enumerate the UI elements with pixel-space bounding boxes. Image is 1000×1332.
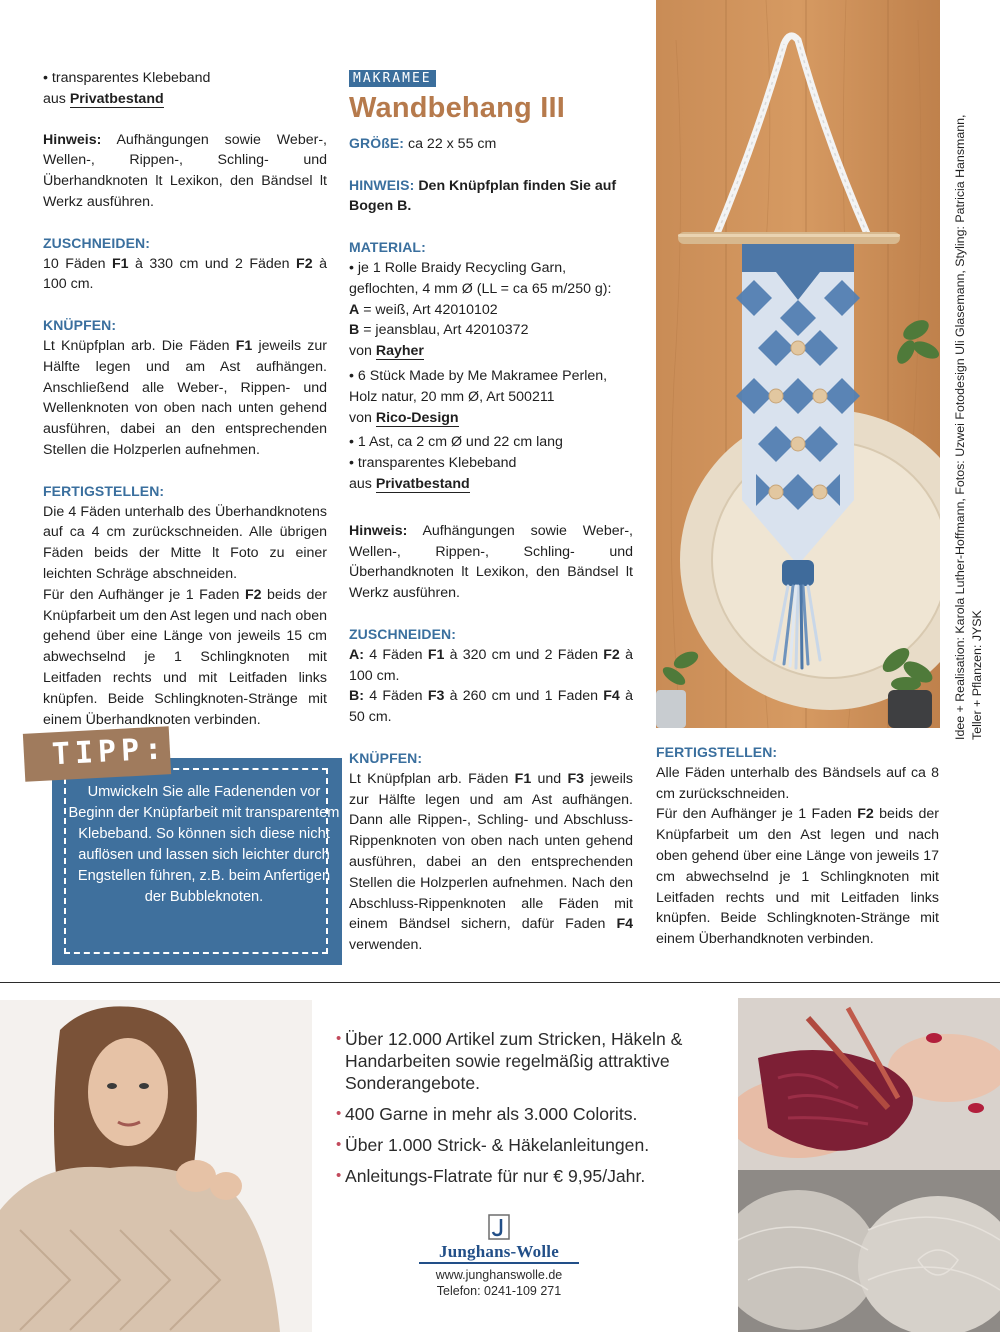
heading-knuepfen: KNÜPFEN:	[43, 317, 117, 334]
macrame-photo	[656, 0, 940, 728]
finish-paragraph-1: Die 4 Fäden unterhalb des Überhandknotens auf ca 4 cm zurückschneiden. Alle übrigen Fäden beids der Mitte lt Foto zu einer leichten Schräge abschneiden.	[43, 503, 327, 582]
knot-paragraph-2: Lt Knüpfplan arb. Fäden F1 und F3 jeweils zur Hälfte legen und am Ast aufhängen. Dann alle Rippen-, Schling- und Abschluss-Rippenknoten von oben nach unten gehend ausführen, dabei an den entsprechenden Stellen die Holzperlen aufnehmen. Nach den Abschluss-Rippenknoten alle Fäden mit einem Bändsel sichern, dafür Faden F4 verwenden.	[349, 770, 633, 954]
tip-label-tab	[23, 726, 171, 782]
material-color-a: A = weiß, Art 42010102	[349, 301, 498, 318]
ad-photo-knitting	[738, 998, 1000, 1170]
tip-text: Umwickeln Sie alle Fadenenden vor Beginn der Knüpfarbeit mit transparentem Klebeband. So können sich diese nicht auflösen und lassen sich leichter durch Engstellen führen, z.B. beim Anfertigen der Bubbleknoten.	[68, 784, 340, 905]
hint-paragraph-2: Hinweis: Aufhängungen sowie Weber-, Wellen-, Rippen-, Schling- und Überhandknoten lt Lexikon, den Bändsel lt Werkz ausführen.	[349, 522, 633, 602]
finish-paragraph-3a: Alle Fäden unterhalb des Bändsels auf ca 8 cm zurückschneiden.	[656, 764, 939, 802]
section-divider	[0, 982, 1000, 983]
material-branch: • 1 Ast, ca 2 cm Ø und 22 cm lang	[349, 434, 563, 451]
heading-zuschneiden-2: ZUSCHNEIDEN:	[349, 625, 456, 642]
material-yarn: • je 1 Rolle Braidy Recycling Garn, geflochten, 4 mm Ø (LL = ca 65 m/250 g):	[349, 259, 612, 297]
credit-line-2: Teller + Pflanzen: JYSK	[970, 610, 984, 740]
ad-bullet-item: • Über 12.000 Artikel zum Stricken, Häkeln & Handarbeiten sowie regelmäßig attraktive Sonderangebote.	[336, 1029, 683, 1093]
material-source-rico: von Rico-Design	[349, 409, 459, 426]
brand-website[interactable]: www.junghanswolle.de	[435, 1268, 563, 1282]
tip-box	[24, 730, 340, 970]
material-tape: • transparentes Klebeband	[349, 455, 517, 472]
column-right	[656, 742, 939, 950]
material-beads: • 6 Stück Made by Me Makramee Perlen, Holz natur, 20 mm Ø, Art 500211	[349, 367, 608, 405]
material-color-b: B = jeansblau, Art 42010372	[349, 322, 529, 339]
knitting-illustration	[738, 998, 1000, 1170]
ad-bullet-list	[336, 1028, 716, 1196]
ad-photo-woman	[0, 1000, 312, 1332]
heading-zuschneiden: ZUSCHNEIDEN:	[43, 234, 150, 251]
material-source-line: aus Privatbestand	[43, 90, 164, 107]
hint-knuepfplan: HINWEIS: Den Knüpfplan finden Sie auf Bogen B.	[349, 176, 617, 215]
brand-logo	[404, 1214, 594, 1324]
material-source-privat: aus Privatbestand	[349, 475, 470, 492]
material-source-rayher: von Rayher	[349, 343, 424, 360]
tip-label: TIPP:	[51, 731, 169, 773]
size-line: GRÖßE: ca 22 x 55 cm	[349, 134, 497, 152]
woman-illustration	[0, 1000, 312, 1332]
credit-line-1: Idee + Realisation: Karola Luther-Hoffmann, Fotos: Uzwei Fotodesign Uli Glasemann, Styling: Patricia Hansmann,	[953, 114, 967, 740]
source-privatbestand: Privatbestand	[69, 90, 164, 107]
material-bullet-tape: • transparentes Klebeband	[43, 70, 211, 86]
brand-mark-icon	[488, 1214, 510, 1240]
ad-bullet-item: • Anleitungs-Flatrate für nur € 9,95/Jahr.	[336, 1166, 646, 1186]
knot-paragraph: Lt Knüpfplan arb. Die Fäden F1 jeweils zur Hälfte legen und am Ast aufhängen. Anschließend alle Weber-, Rippen- und Wellenknoten von oben nach unten gehend ausführen, dabei an den entsprechenden Stellen die Holzperlen aufnehmen.	[43, 337, 327, 458]
ad-bullet-item: • Über 1.000 Strick- & Häkelanleitungen.	[336, 1135, 650, 1155]
finish-paragraph-2: Für den Aufhänger je 1 Faden F2 beids der Knüpfarbeit um den Ast legen und nach oben gehend über eine Länge von jeweils 15 cm abwechselnd je 1 Schlingknoten mit Leitfaden rechts und mit Leitfaden links knüpfen. Beide Schlingknoten-Stränge mit einem Überhandknoten verbinden.	[43, 586, 327, 728]
hint-paragraph: Hinweis: Aufhängungen sowie Weber-, Wellen-, Rippen-, Schling- und Überhandknoten lt Lexikon, den Bändsel lt Werkz ausführen.	[43, 131, 327, 210]
heading-fertigstellen-3: FERTIGSTELLEN:	[656, 744, 778, 760]
wool-illustration	[738, 1170, 1000, 1332]
cut-b: B: 4 Fäden F3 à 260 cm und 1 Faden F4 à 50 cm.	[349, 688, 633, 726]
photo-credit	[944, 0, 1000, 745]
finish-paragraph-3b: Für den Aufhänger je 1 Faden F2 beids der Knüpfarbeit um den Ast legen und nach oben gehend über eine Länge von jeweils 17 cm abwechselnd je 1 Schlingknoten mit Leitfaden rechts und mit Leitfaden links knüpfen. Beide Schlingknoten-Stränge mit einem Überhandknoten verbinden.	[656, 806, 939, 948]
ad-bullet-item: • 400 Garne in mehr als 3.000 Colorits.	[336, 1104, 638, 1124]
heading-material: MATERIAL:	[349, 239, 426, 256]
cut-paragraph: 10 Fäden F1 à 330 cm und 2 Fäden F2 à 100 cm.	[43, 255, 327, 293]
brand-phone: Telefon: 0241-109 271	[436, 1284, 562, 1298]
column-middle	[349, 68, 633, 976]
ad-photo-wool	[738, 1170, 1000, 1332]
brand-name: Junghans-Wolle	[419, 1242, 579, 1264]
article-title: Wandbehang III	[349, 91, 565, 124]
heading-knuepfen-2: KNÜPFEN:	[349, 749, 423, 766]
macrame-illustration	[656, 0, 940, 728]
cut-a: A: 4 Fäden F1 à 320 cm und 2 Fäden F2 à 100 cm.	[349, 646, 633, 684]
category-badge: MAKRAMEE	[349, 70, 436, 87]
heading-fertigstellen: FERTIGSTELLEN:	[43, 482, 165, 499]
column-left	[43, 68, 327, 750]
